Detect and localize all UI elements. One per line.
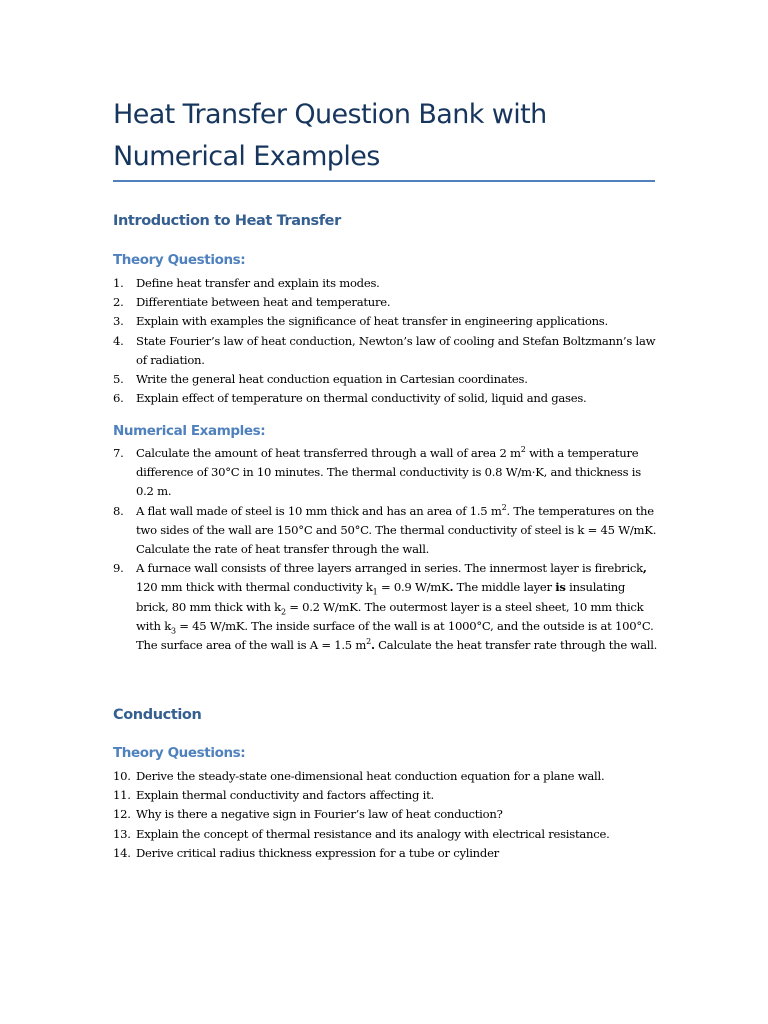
item-text: A flat wall made of steel is 10 mm thick and has an area of 1.5 m	[136, 503, 502, 518]
numerical-examples-heading: Numerical Examples:	[113, 423, 266, 439]
item-number: 6.	[113, 391, 124, 406]
item-text: State Fourier’s law of heat conduction, Newton’s law of cooling and Stefan Boltzmann’s law of radiation.	[136, 333, 656, 367]
list-item	[113, 389, 658, 408]
item-text: = 0.2 W/mK. The outermost layer is a steel sheet, 10 mm thick with k	[136, 599, 644, 633]
list-item	[113, 825, 658, 844]
bold-period: .	[449, 580, 454, 595]
item-text: A furnace wall consists of three layers arranged in series. The innermost layer is firebrick	[136, 561, 643, 576]
list-item	[113, 786, 658, 805]
list-item	[113, 293, 658, 312]
bold-period: .	[370, 638, 375, 653]
item-text: Explain with examples the significance of heat transfer in engineering applications.	[136, 314, 608, 329]
subscript: 3	[170, 626, 176, 636]
item-number: 5.	[113, 372, 124, 387]
item-number: 7.	[113, 446, 124, 460]
item-text: insulating brick, 80 mm thick with k	[136, 580, 626, 614]
item-number: 9.	[113, 561, 124, 576]
item-number: 11.	[113, 788, 131, 803]
item-text: = 0.9 W/mK	[377, 580, 450, 595]
bold-comma: ,	[642, 561, 647, 576]
item-number: 8.	[113, 503, 124, 518]
item-number: 4.	[113, 333, 124, 348]
list-item	[113, 844, 658, 863]
theory-questions-list	[113, 274, 658, 408]
item-text: Calculate the amount of heat transferred through a wall of area 2 m	[136, 446, 521, 460]
item-text: Calculate the heat transfer rate through the wall.	[374, 638, 658, 653]
list-item	[113, 332, 658, 370]
theory-questions-heading: Theory Questions:	[113, 252, 246, 268]
superscript: 2	[366, 637, 371, 647]
list-item	[113, 559, 658, 655]
subscript: 2	[280, 606, 286, 616]
bold-word: is	[555, 580, 566, 595]
item-text: Write the general heat conduction equation in Cartesian coordinates.	[136, 372, 528, 387]
theory-questions-heading: Theory Questions:	[113, 745, 246, 761]
title-underline	[113, 180, 655, 182]
item-text: Derive critical radius thickness expression for a tube or cylinder	[136, 845, 499, 860]
item-text: with a temperature difference of 30°C in 10 minutes. The thermal conductivity is 0.8 W/m·K, and thickness is 0.2 m.	[136, 446, 641, 499]
item-text: Differentiate between heat and temperature.	[136, 295, 391, 310]
section-heading-introduction: Introduction to Heat Transfer	[113, 213, 341, 229]
item-text: Define heat transfer and explain its modes.	[136, 276, 380, 290]
list-item	[113, 274, 658, 293]
item-text: Derive the steady-state one-dimensional heat conduction equation for a plane wall.	[136, 769, 605, 783]
item-number: 10.	[113, 769, 131, 783]
list-item	[113, 312, 658, 331]
list-item	[113, 370, 658, 389]
item-number: 3.	[113, 314, 124, 329]
list-item	[113, 767, 658, 786]
superscript: 2	[520, 445, 526, 455]
item-number: 2.	[113, 295, 124, 310]
subscript: 1	[372, 587, 378, 597]
theory-questions-list	[113, 767, 658, 863]
item-text: Why is there a negative sign in Fourier’s law of heat conduction?	[136, 807, 503, 822]
item-text: = 45 W/mK. The inside surface of the wall is at 1000°C, and the outside is at 100°C. The surface area of the wall is A = 1.5 m	[136, 618, 654, 653]
numerical-examples-list	[113, 444, 658, 655]
item-number: 14.	[113, 845, 131, 860]
list-item	[113, 805, 658, 824]
item-number: 1.	[113, 276, 124, 290]
item-text: Explain effect of temperature on thermal conductivity of solid, liquid and gases.	[136, 391, 587, 406]
list-item	[113, 502, 658, 560]
document-title: Heat Transfer Question Bank with Numerical Examples	[113, 99, 547, 172]
item-text: The middle layer	[453, 580, 556, 595]
item-text: . The temperatures on the two sides of the wall are 150°C and 50°C. The thermal conductivity of steel is k = 45 W/mK. Calculate the rate of heat transfer through the wall.	[136, 503, 657, 557]
item-text: Explain thermal conductivity and factors affecting it.	[136, 788, 434, 803]
section-heading-conduction: Conduction	[113, 707, 202, 723]
superscript: 2	[501, 502, 507, 512]
item-number: 12.	[113, 807, 131, 822]
item-text: 120 mm thick with thermal conductivity k	[136, 580, 373, 595]
item-text: Explain the concept of thermal resistance and its analogy with electrical resistance.	[136, 826, 610, 841]
item-number: 13.	[113, 826, 131, 841]
list-item	[113, 444, 658, 502]
